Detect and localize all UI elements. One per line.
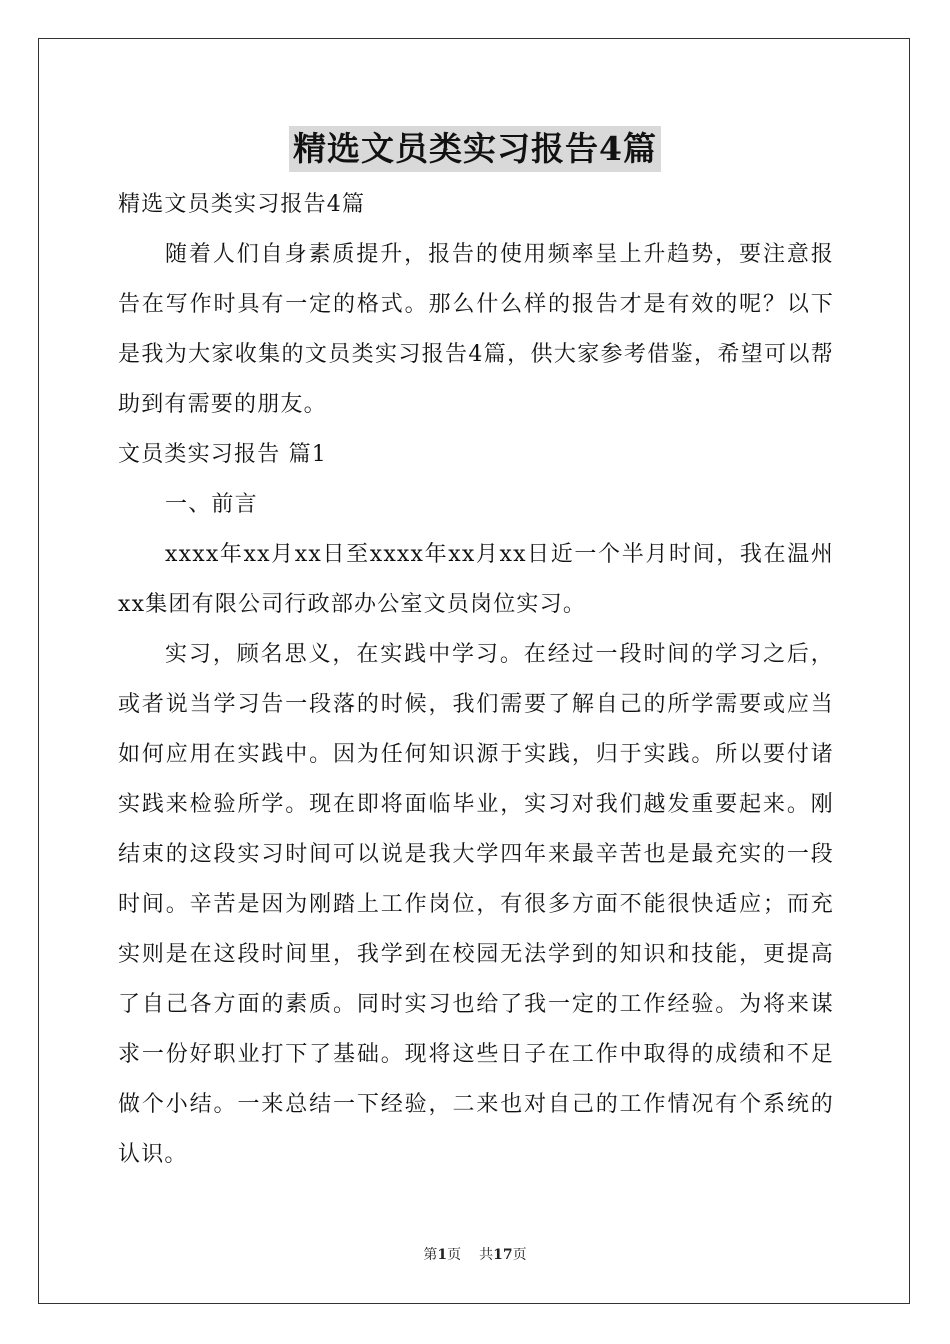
document-subtitle: 精选文员类实习报告4篇 <box>118 192 366 217</box>
total-pages: 17 <box>493 1247 513 1263</box>
document-body <box>118 180 834 1180</box>
body-paragraph: 实习，顾名思义，在实践中学习。在经过一段时间的学习之后，或者说当学习告一段落的时候，我们需要了解自己的所学需要或应当如何应用在实践中。因为任何知识源于实践，归于实践。所以要付诸实践来检验所学。现在即将面临毕业，实习对我们越发重要起来。刚结束的这段实习时间可以说是我大学四年来最辛苦也是最充实的一段时间。辛苦是因为刚踏上工作岗位，有很多方面不能很快适应；而充实则是在这段时间里，我学到在校园无法学到的知识和技能，更提高了自己各方面的素质。同时实习也给了我一定的工作经验。为将来谋求一份好职业打下了基础。现将这些日子在工作中取得的成绩和不足做个小结。一来总结一下经验，二来也对自己的工作情况有个系统的认识。 <box>118 642 834 1167</box>
page-number: 1 <box>437 1247 448 1263</box>
title-container <box>0 126 950 172</box>
document-title: 精选文员类实习报告4篇 <box>289 126 661 172</box>
page-footer <box>0 1245 950 1265</box>
subsection-heading: 一、前言 <box>165 492 258 517</box>
page-suffix: 页 <box>447 1247 462 1263</box>
total-prefix: 共 <box>479 1247 494 1263</box>
intro-paragraph: 随着人们自身素质提升，报告的使用频率呈上升趋势，要注意报告在写作时具有一定的格式。那么什么样的报告才是有效的呢？以下是我为大家收集的文员类实习报告4篇，供大家参考借鉴，希望可以帮助到有需要的朋友。 <box>118 242 834 417</box>
page-prefix: 第 <box>423 1247 438 1263</box>
body-paragraph: xxxx年xx月xx日至xxxx年xx月xx日近一个半月时间，我在温州xx集团有限公司行政部办公室文员岗位实习。 <box>118 542 834 617</box>
section-heading: 文员类实习报告 篇1 <box>118 442 327 467</box>
total-suffix: 页 <box>512 1247 527 1263</box>
